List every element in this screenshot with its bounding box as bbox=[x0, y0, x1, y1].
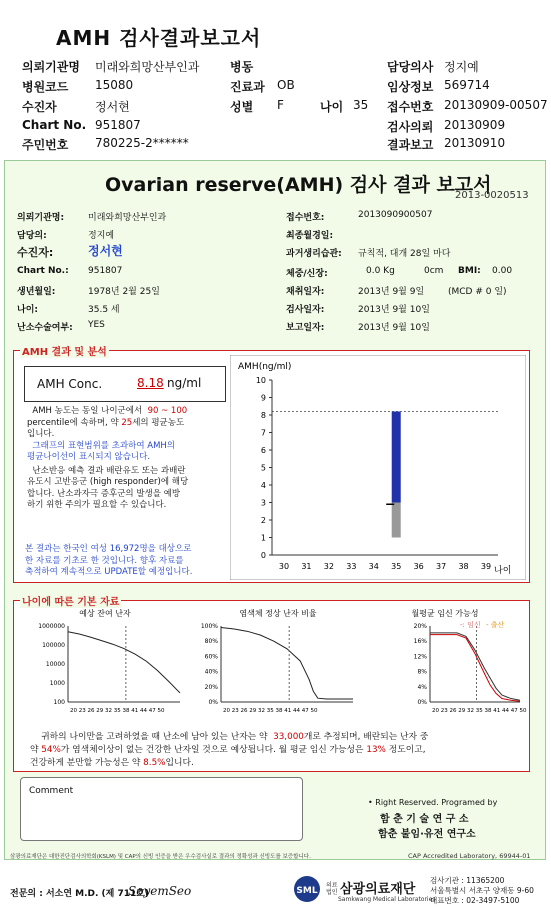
amh-ytick-label: 7 bbox=[260, 428, 266, 438]
mini3-ytick: 16% bbox=[413, 638, 427, 646]
mini1-ytick: 100000 bbox=[42, 642, 65, 649]
amh-xtick-label: 39 bbox=[480, 562, 492, 571]
mini2-series-line bbox=[221, 628, 353, 699]
mini3-ytick: 8% bbox=[417, 668, 427, 676]
r-chart-value: 951807 bbox=[88, 266, 123, 276]
chart-no-label: Chart No. bbox=[22, 118, 87, 132]
id-number-label: 주민번호 bbox=[22, 138, 69, 152]
egg-count-chart bbox=[20, 606, 190, 721]
mini3-series-line bbox=[430, 635, 520, 702]
institution-value: 미래와희망산부인과 bbox=[95, 60, 200, 74]
r-doctor-value: 정지예 bbox=[88, 231, 115, 241]
specialist-name: 전문의 : 서소연 M.D. (제 711호) bbox=[10, 889, 150, 899]
certification-note: 삼광의료재단은 대한진단검사의학회(KSLM) 및 CAP의 신빙 인증을 받은 우수검사실로 결과의 정확성과 신빙도를 보증합니다. bbox=[10, 854, 311, 860]
r-draw-label: 채취일자: bbox=[286, 287, 325, 297]
amh-lower-bar bbox=[392, 503, 401, 538]
r-history-label: 과거생리습관: bbox=[286, 249, 342, 259]
patient-value: 정서현 bbox=[95, 100, 130, 114]
mini3-xticks: 20 23 26 29 32 35 38 41 44 47 50 bbox=[432, 708, 527, 714]
r-test-value: 2013년 9월 10일 bbox=[358, 305, 430, 315]
mini3-ytick: 4% bbox=[417, 683, 427, 691]
chart-no-value: 951807 bbox=[95, 118, 141, 132]
age-section-title: 나이에 따른 기본 자료 bbox=[20, 593, 121, 608]
rights-text: • Right Reserved. Programed by bbox=[368, 798, 498, 807]
amh-xtick-label: 32 bbox=[323, 562, 334, 571]
r-bmi-label: BMI: bbox=[458, 266, 481, 276]
mini2-ytick: 80% bbox=[204, 638, 218, 646]
clinical-value: 569714 bbox=[444, 78, 490, 92]
r-surgery-value: YES bbox=[88, 320, 105, 330]
result-date-value: 20130910 bbox=[444, 136, 506, 150]
amh-ytick-label: 0 bbox=[260, 551, 266, 560]
dept-value: OB bbox=[277, 78, 295, 92]
request-date-label: 검사의뢰 bbox=[387, 120, 434, 134]
normal-egg-chart bbox=[193, 606, 363, 721]
amh-analysis-text: AMH 농도는 동일 나이군에서 90 ~ 100 percentile에 속하며, 약 25세의 평균농도 입니다. 그래프의 표현범위를 초과하여 AMH의 평균나이선이 표시되지 않습니다. 난소반응 예측 결과 배란유도 또는 과배란 유도시 고반응군 (high responder)에 해당 합니다. 난소과자극 증후군의 발생을 예방 하기 위한 주의가 필요할 수 있습니다. bbox=[27, 406, 189, 510]
comment-box bbox=[20, 777, 303, 841]
sex-value: F bbox=[277, 98, 284, 112]
amh-xtick-label: 34 bbox=[368, 562, 379, 571]
r-dob-value: 1978년 2월 25일 bbox=[88, 287, 160, 297]
foundation-name-en: Samkwang Medical Laboratories bbox=[338, 896, 436, 903]
amh-xtick-label: 33 bbox=[346, 562, 357, 571]
report-title: Ovarian reserve(AMH) 검사 결과 보고서 bbox=[105, 174, 492, 196]
mini1-ytick: 10000 bbox=[45, 661, 65, 668]
amh-conc-box bbox=[24, 366, 226, 402]
amh-chart-xlabel: 나이 bbox=[494, 566, 512, 576]
svg-text:SML: SML bbox=[296, 886, 318, 896]
amh-xtick-label: 37 bbox=[436, 562, 447, 571]
r-institution-value: 미래와희망산부인과 bbox=[88, 213, 167, 223]
amh-ytick-label: 2 bbox=[260, 516, 266, 525]
amh-ytick-label: 6 bbox=[260, 446, 266, 455]
result-date-label: 결과보고 bbox=[387, 138, 434, 152]
mini3-title: 월평균 임신 가능성 bbox=[411, 609, 479, 618]
mini1-ytick: 1000000 bbox=[38, 623, 65, 630]
r-receipt-label: 접수번호: bbox=[286, 213, 325, 223]
mini1-ytick: 1000 bbox=[49, 680, 65, 687]
mini3-legend-1: -: 임신 bbox=[460, 621, 481, 629]
amh-conc-label: AMH Conc. bbox=[37, 377, 103, 391]
mini1-ytick: 100 bbox=[53, 699, 65, 706]
r-bmi-value: 0.00 bbox=[492, 266, 513, 276]
mini3-ytick: 20% bbox=[413, 623, 427, 630]
r-weight-value: 0.0 Kg bbox=[366, 266, 395, 276]
lab-name-2: 함춘 불임·유전 연구소 bbox=[378, 829, 476, 840]
r-age-label: 나이: bbox=[17, 305, 38, 315]
mini1-xticks: 20 23 26 29 32 35 38 41 44 47 50 bbox=[70, 708, 165, 714]
r-age-value: 35.5 세 bbox=[88, 305, 120, 315]
r-report-label: 보고일자: bbox=[286, 323, 325, 333]
hospital-code-label: 병원코드 bbox=[22, 80, 69, 94]
doctor-value: 정지예 bbox=[444, 60, 479, 74]
pregnancy-chart bbox=[360, 606, 530, 721]
request-date-value: 20130909 bbox=[444, 118, 506, 132]
document-title: AMH 검사결과보고서 bbox=[56, 26, 262, 50]
report-number: 2013-0020513 bbox=[455, 190, 529, 201]
foundation-logo-icon bbox=[290, 874, 324, 904]
mini2-title: 염색체 정상 난자 비율 bbox=[239, 609, 317, 618]
mini2-xticks: 20 23 26 29 32 35 38 41 44 47 50 bbox=[223, 708, 318, 714]
r-institution-label: 의뢰기관명: bbox=[17, 213, 65, 223]
r-dob-label: 생년월일: bbox=[17, 287, 56, 297]
amh-section-title: AMH 결과 및 분석 bbox=[20, 343, 109, 358]
mini2-ytick: 40% bbox=[204, 668, 218, 676]
mini2-ytick: 0% bbox=[208, 699, 218, 706]
age-label: 나이 bbox=[320, 100, 344, 114]
mini1-series-line bbox=[68, 632, 180, 693]
r-patient-label: 수진자: bbox=[17, 246, 54, 259]
mini2-ytick: 20% bbox=[204, 683, 218, 691]
amh-xtick-label: 35 bbox=[391, 562, 402, 571]
r-mcd-value: (MCD # 0 일) bbox=[448, 287, 507, 297]
r-history-value: 규칙적, 대개 28일 마다 bbox=[358, 249, 451, 259]
foundation-contact: 검사기관 : 11365200 서울특별시 서초구 양재동 9-60 대표번호 : 02-3497-5100 bbox=[430, 876, 534, 905]
r-body-label: 체중/신장: bbox=[286, 269, 328, 279]
age-summary-text: 귀하의 나이만을 고려하였을 때 난소에 남아 있는 난자는 약 33,000개로 추정되며, 배란되는 난자 중 약 54%가 염색체이상이 없는 건강한 난자일 것으로 예상됩니다. 월 평균 임신 가능성은 13% 정도이고, 건강하게 분만할 가능성은 약 8.5%입니다. bbox=[30, 732, 429, 768]
patient-label: 수진자 bbox=[22, 100, 57, 114]
ward-label: 병동 bbox=[230, 60, 254, 74]
mini2-ytick: 100% bbox=[200, 623, 218, 630]
mini3-legend-2: - 출산 bbox=[486, 621, 505, 629]
amh-conc-unit: ng/ml bbox=[167, 376, 202, 390]
mini3-ytick: 12% bbox=[413, 653, 427, 661]
amh-ytick-label: 10 bbox=[255, 376, 266, 385]
r-chart-label: Chart No.: bbox=[17, 266, 69, 276]
age-value: 35 bbox=[353, 98, 369, 112]
r-draw-value: 2013년 9월 9일 bbox=[358, 287, 425, 297]
id-number-value: 780225-2****** bbox=[95, 136, 189, 150]
foundation-name: 삼광의료재단 bbox=[340, 882, 416, 897]
lab-name-1: 함 춘 기 술 연 구 소 bbox=[380, 814, 469, 825]
r-patient-value: 정서현 bbox=[88, 244, 123, 258]
r-doctor-label: 담당의: bbox=[17, 231, 47, 241]
r-receipt-value: 2013090900507 bbox=[358, 210, 433, 220]
sex-label: 성별 bbox=[230, 100, 254, 114]
comment-label: Comment bbox=[29, 786, 74, 796]
amh-note-text: 본 결과는 한국인 여성 16,972명을 대상으로 한 자료를 기초로 한 것입니다. 향후 자료를 축적하여 계속적으로 UPDATE할 예정입니다. bbox=[25, 544, 193, 577]
signature: SoyemSeo bbox=[128, 884, 192, 898]
amh-xtick-label: 38 bbox=[458, 562, 469, 571]
mini1-title: 예상 잔여 난자 bbox=[79, 609, 131, 618]
r-test-label: 검사일자: bbox=[286, 305, 325, 315]
doctor-label: 담당의사 bbox=[387, 60, 434, 74]
r-height-value: 0cm bbox=[424, 266, 444, 276]
amh-value-bar bbox=[392, 412, 401, 503]
hospital-code-value: 15080 bbox=[95, 78, 134, 92]
amh-ytick-label: 1 bbox=[260, 533, 266, 543]
amh-xtick-label: 31 bbox=[301, 562, 312, 571]
r-surgery-label: 난소수술여부: bbox=[17, 323, 73, 333]
mini3-series-line bbox=[430, 633, 520, 700]
dept-label: 진료과 bbox=[230, 80, 265, 94]
amh-ytick-label: 5 bbox=[260, 463, 266, 473]
clinical-label: 임상정보 bbox=[387, 80, 434, 94]
receipt-value: 20130909-00507 bbox=[444, 98, 548, 112]
amh-chart-ylabel: AMH(ng/ml) bbox=[238, 362, 292, 372]
amh-bar-chart bbox=[230, 355, 526, 580]
foundation-prefix: 의료법인 bbox=[326, 882, 338, 896]
r-last-period-label: 최종월경일: bbox=[286, 231, 334, 241]
amh-ytick-label: 4 bbox=[260, 481, 266, 490]
mini2-ytick: 60% bbox=[204, 653, 218, 661]
amh-ytick-label: 9 bbox=[260, 393, 266, 403]
r-report-value: 2013년 9월 10일 bbox=[358, 323, 430, 333]
amh-xtick-label: 30 bbox=[278, 562, 290, 571]
institution-label: 의뢰기관명 bbox=[22, 60, 80, 74]
amh-xtick-label: 36 bbox=[413, 562, 424, 571]
receipt-label: 접수번호 bbox=[387, 100, 434, 114]
cap-accreditation: CAP Accredited Laboratory, 69944-01 bbox=[408, 852, 531, 860]
amh-ytick-label: 3 bbox=[260, 498, 266, 508]
amh-ytick-label: 8 bbox=[260, 411, 266, 420]
mini3-ytick: 0% bbox=[417, 699, 427, 706]
amh-conc-value: 8.18 bbox=[137, 376, 164, 390]
